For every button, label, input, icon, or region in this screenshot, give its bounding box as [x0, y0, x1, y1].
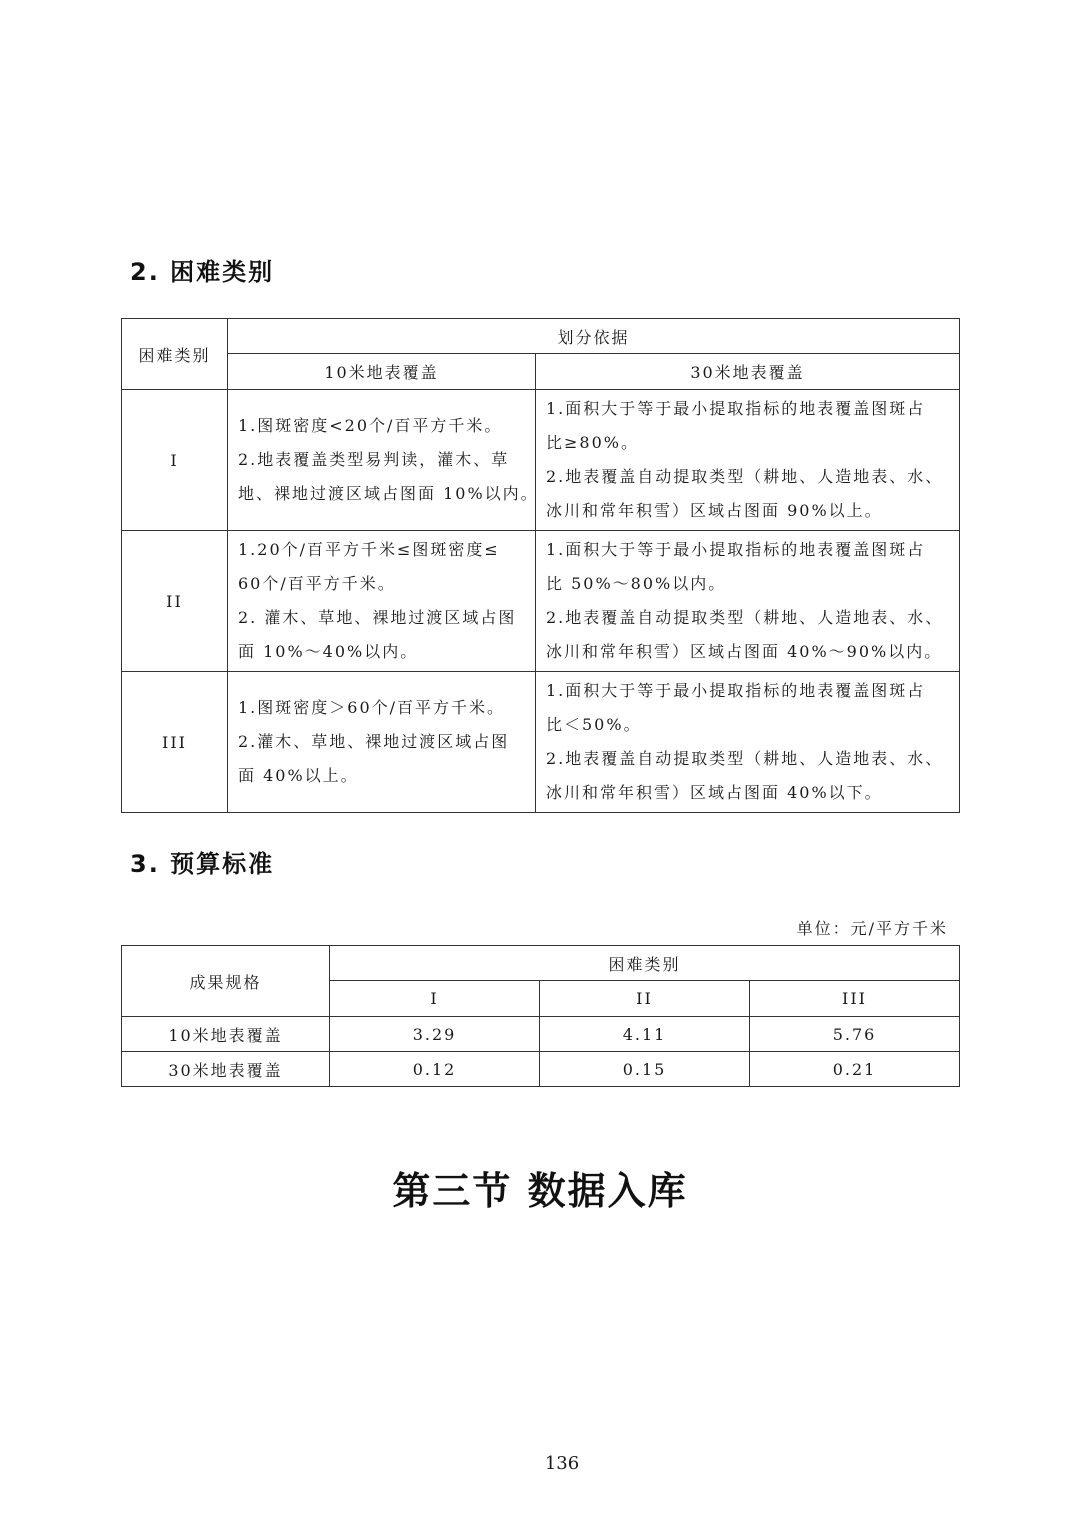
spec-cell: 30米地表覆盖: [122, 1052, 330, 1087]
price-cell: 4.11: [540, 1017, 750, 1052]
header-30m: 30米地表覆盖: [536, 354, 960, 390]
basis-10m-cell: 1.图斑密度<20个/百平方千米。 2.地表覆盖类型易判读，灌木、草 地、裸地过渡区域占图面 10%以内。: [228, 390, 536, 531]
price-cell: 0.21: [750, 1052, 960, 1087]
budget-table: [121, 945, 960, 1087]
table-row: [122, 531, 960, 672]
table-row: [122, 1017, 960, 1052]
basis-30m-cell: 1.面积大于等于最小提取指标的地表覆盖图斑占 比＜50%。 2.地表覆盖自动提取类型（耕地、人造地表、水、 冰川和常年积雪）区域占图面 40%以下。: [536, 672, 960, 813]
difficulty-table: [121, 318, 960, 813]
price-cell: 0.15: [540, 1052, 750, 1087]
basis-10m-cell: 1.20个/百平方千米≤图斑密度≤ 60个/百平方千米。 2. 灌木、草地、裸地过渡区域占图 面 10%～40%以内。: [228, 531, 536, 672]
unit-label: 单位：元/平方千米: [796, 919, 948, 938]
category-cell: I: [122, 390, 228, 531]
header-difficulty: 困难类别: [330, 946, 960, 981]
header-basis: 划分依据: [228, 319, 960, 354]
header-product-spec: 成果规格: [122, 946, 330, 1017]
table-row: [122, 672, 960, 813]
header-level-1: I: [330, 981, 540, 1017]
basis-30m-cell: 1.面积大于等于最小提取指标的地表覆盖图斑占 比≥80%。 2.地表覆盖自动提取类型（耕地、人造地表、水、 冰川和常年积雪）区域占图面 90%以上。: [536, 390, 960, 531]
price-cell: 0.12: [330, 1052, 540, 1087]
header-level-3: III: [750, 981, 960, 1017]
category-cell: II: [122, 531, 228, 672]
basis-30m-cell: 1.面积大于等于最小提取指标的地表覆盖图斑占 比 50%～80%以内。 2.地表覆盖自动提取类型（耕地、人造地表、水、 冰川和常年积雪）区域占图面 40%～90%以内。: [536, 531, 960, 672]
section2-heading: 2. 困难类别: [130, 258, 275, 286]
price-cell: 5.76: [750, 1017, 960, 1052]
header-10m: 10米地表覆盖: [228, 354, 536, 390]
table-row: [122, 390, 960, 531]
spec-cell: 10米地表覆盖: [122, 1017, 330, 1052]
section3-heading: 3. 预算标准: [130, 850, 275, 878]
chapter-title: 第三节 数据入库: [392, 1169, 688, 1213]
page-number: 136: [544, 1453, 580, 1474]
table-row: [122, 1052, 960, 1087]
header-level-2: II: [540, 981, 750, 1017]
basis-10m-cell: 1.图斑密度＞60个/百平方千米。 2.灌木、草地、裸地过渡区域占图 面 40%以上。: [228, 672, 536, 813]
price-cell: 3.29: [330, 1017, 540, 1052]
header-category: 困难类别: [122, 319, 228, 390]
category-cell: III: [122, 672, 228, 813]
